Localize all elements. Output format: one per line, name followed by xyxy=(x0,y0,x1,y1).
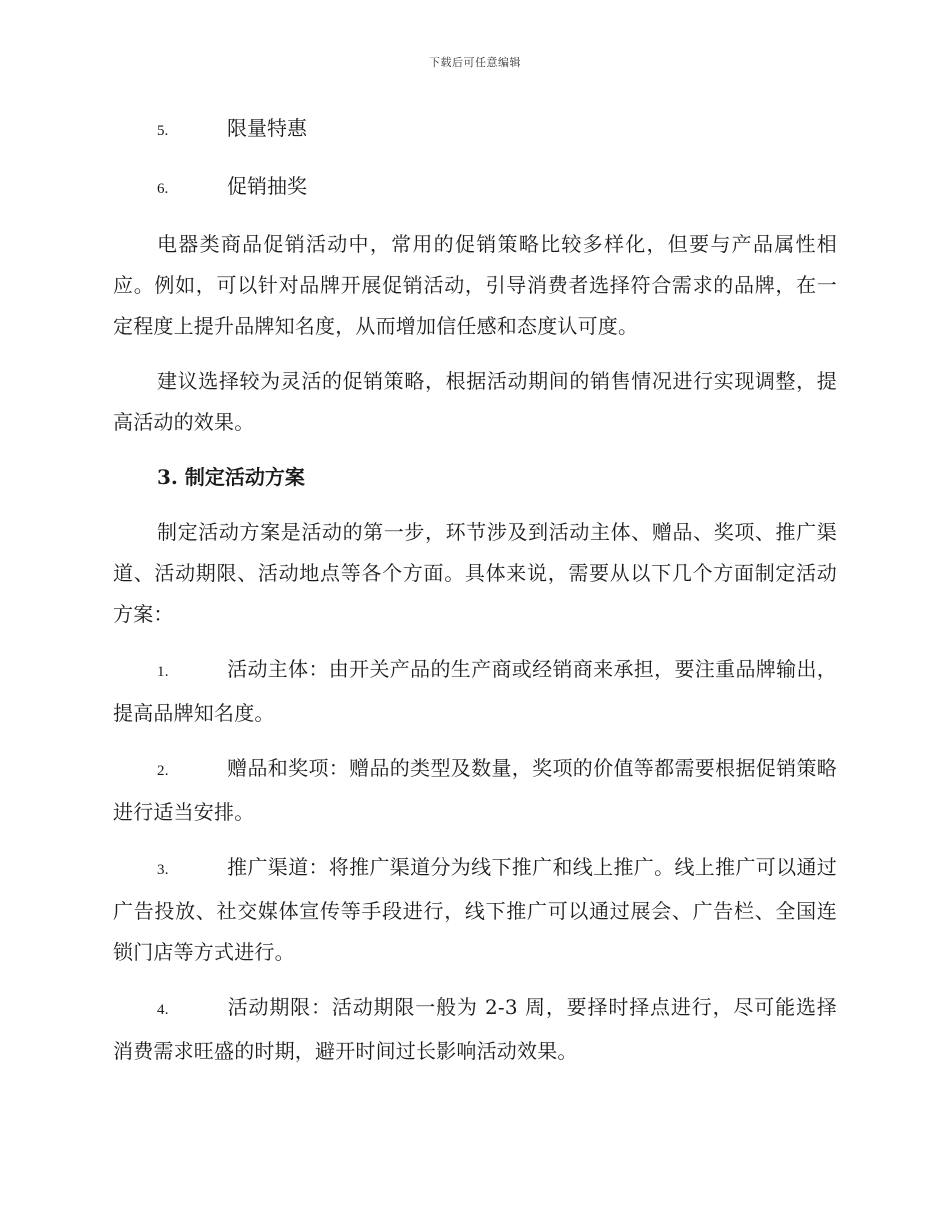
document-body xyxy=(113,108,837,1086)
item-text: 活动主体：由开关产品的生产商或经销商来承担，要注重品牌输出，提高品牌知名度。 xyxy=(113,657,837,725)
paragraph: 电器类商品促销活动中，常用的促销策略比较多样化，但要与产品属性相应。例如，可以针对品牌开展促销活动，引导消费者选择符合需求的品牌，在一定程度上提升品牌知名度，从而增加信任感和态度认可度。 xyxy=(113,232,837,338)
numbered-item xyxy=(113,748,837,833)
item-text: 赠品和奖项：赠品的类型及数量，奖项的价值等都需要根据促销策略进行适当安排。 xyxy=(113,756,837,824)
list-number: 6. xyxy=(157,181,169,197)
list-item xyxy=(113,108,837,152)
item-number: 4. xyxy=(157,1002,169,1018)
item-number: 2. xyxy=(157,763,169,779)
numbered-item xyxy=(113,987,837,1072)
section-heading: 3. 制定活动方案 xyxy=(157,465,305,489)
item-text: 活动期限：活动期限一般为 2-3 周，要择时择点进行，尽可能选择消费需求旺盛的时期，避开时间过长影响活动效果。 xyxy=(113,995,837,1063)
list-text: 限量特惠 xyxy=(227,116,307,140)
numbered-item xyxy=(113,649,837,734)
paragraph: 建议选择较为灵活的促销策略，根据活动期间的销售情况进行实现调整，提高活动的效果。 xyxy=(113,369,837,434)
numbered-item xyxy=(113,847,837,973)
page-header: 下载后可任意编辑 xyxy=(429,56,521,69)
item-number: 3. xyxy=(157,862,169,878)
list-number: 5. xyxy=(157,123,169,139)
item-text: 推广渠道：将推广渠道分为线下推广和线上推广。线上推广可以通过广告投放、社交媒体宣传等手段进行，线下推广可以通过展会、广告栏、全国连锁门店等方式进行。 xyxy=(113,855,837,964)
list-text: 促销抽奖 xyxy=(227,174,307,198)
section-intro: 制定活动方案是活动的第一步，环节涉及到活动主体、赠品、奖项、推广渠道、活动期限、活动地点等各个方面。具体来说，需要从以下几个方面制定活动方案： xyxy=(113,520,837,626)
item-number: 1. xyxy=(157,664,169,680)
list-item xyxy=(113,166,837,210)
